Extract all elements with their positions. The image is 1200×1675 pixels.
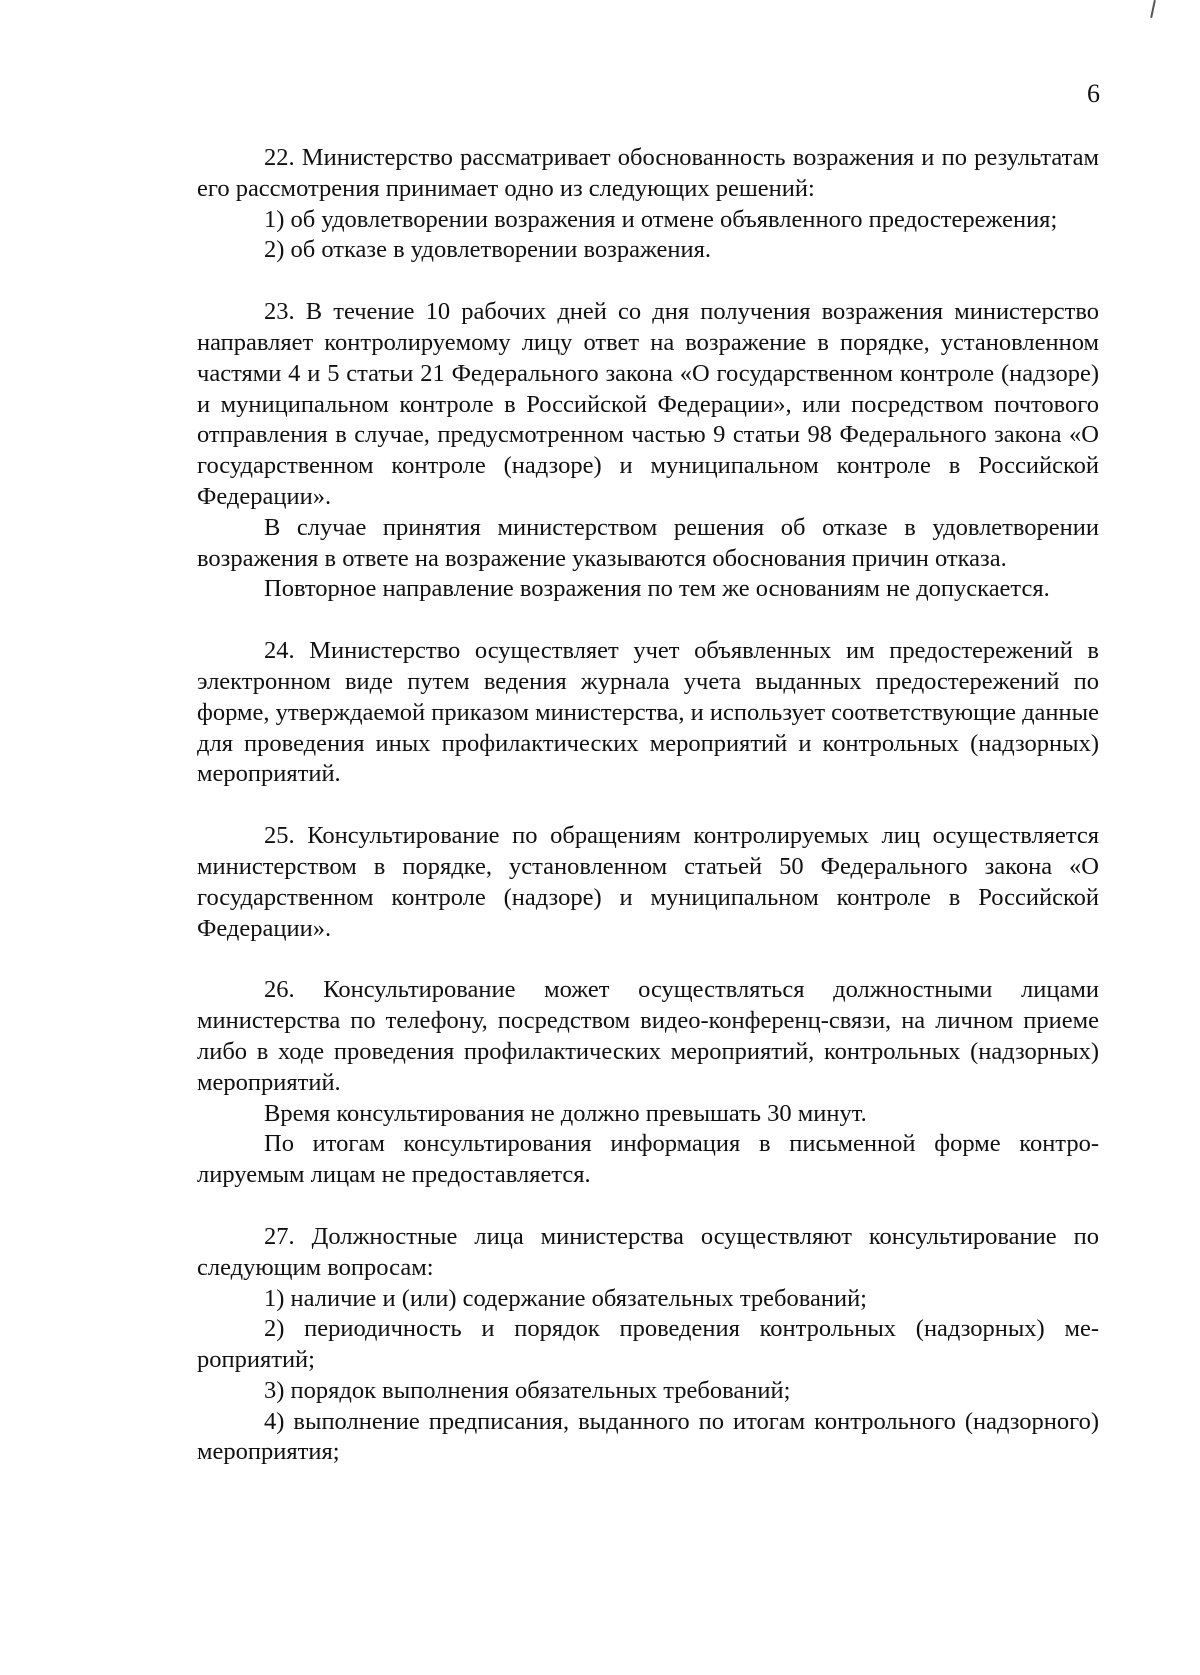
paragraph: 22. Министерство рассматривает обоснованность возражения и по результатам его рассмотрения принимает одно из следующих решений: [197,144,1099,202]
scan-corner-mark [1150,0,1156,18]
section-23 [197,297,1099,605]
paragraph: 3) порядок выполнения обязательных требований; [264,1376,791,1404]
paragraph: Повторное направление возражения по тем же основаниям не допускается. [264,575,1050,603]
paragraph: По итогам консультирования информация в письменной форме контролируемым лицам не предоставляется. [197,1130,1099,1189]
paragraph: 25. Консультирование по обращениям контролируемых лиц осуществляется министерством в порядке, установленном статьей 50 Федерального закона «О государственном контроле (надзоре) и муниципальном контроле в Российской Федерации». [197,822,1099,942]
document-body [197,143,1099,1468]
paragraph: В случае принятия министерством решения об отказе в удовлетворении возражения в ответе на возражение указываются обоснования причин отказа. [197,513,1099,572]
paragraph: 1) об удовлетворении возражения и отмене объявленного предостережения; [264,205,1058,233]
paragraph: 2) периодичность и порядок проведения контрольных (надзорных) мероприятий; [197,1315,1099,1374]
paragraph: 2) об отказе в удовлетворении возражения. [264,236,712,264]
paragraph: 23. В течение 10 рабочих дней со дня получения возражения министерство направляет контролируемому лицу ответ на возражение в порядке, установленном частями 4 и 5 статьи 21 Федерального закона «О государственном контроле (надзоре) и муниципальном контроле в Российской Федерации», или посредством почтового отправления в случае, предусмотренном частью 9 статьи 98 Федерального закона «О государственном контроле (надзоре) и муниципальном контроле в Российской Федерации». [197,298,1099,510]
section-22 [197,143,1099,266]
paragraph: 24. Министерство осуществляет учет объявленных им предостережений в электронном виде путем ведения журнала учета выданных предостережений по форме, утверждаемой приказом министерства, и использует соответствующие данные для проведения иных профилактических мероприятий и контрольных (надзорных) мероприятий. [197,637,1099,788]
paragraph: 27. Должностные лица министерства осуществляют консультирование по следующим вопросам: [197,1222,1099,1281]
page-number: 6 [1087,79,1100,108]
paragraph: Время консультирования не должно превышать 30 минут. [264,1099,867,1127]
section-25 [197,821,1099,944]
section-26 [197,975,1099,1191]
paragraph: 4) выполнение предписания, выданного по итогам контрольного (надзорного) мероприятия; [197,1407,1099,1466]
section-24 [197,636,1099,790]
paragraph: 26. Консультирование может осуществляться должностными лицами министерства по телефону, посредством видео-конференц-связи, на личном приеме либо в ходе проведения профилактических мероприятий, контрольных (надзорных) мероприятий. [197,976,1099,1096]
section-27 [197,1222,1099,1468]
paragraph: 1) наличие и (или) содержание обязательных требований; [264,1284,867,1312]
